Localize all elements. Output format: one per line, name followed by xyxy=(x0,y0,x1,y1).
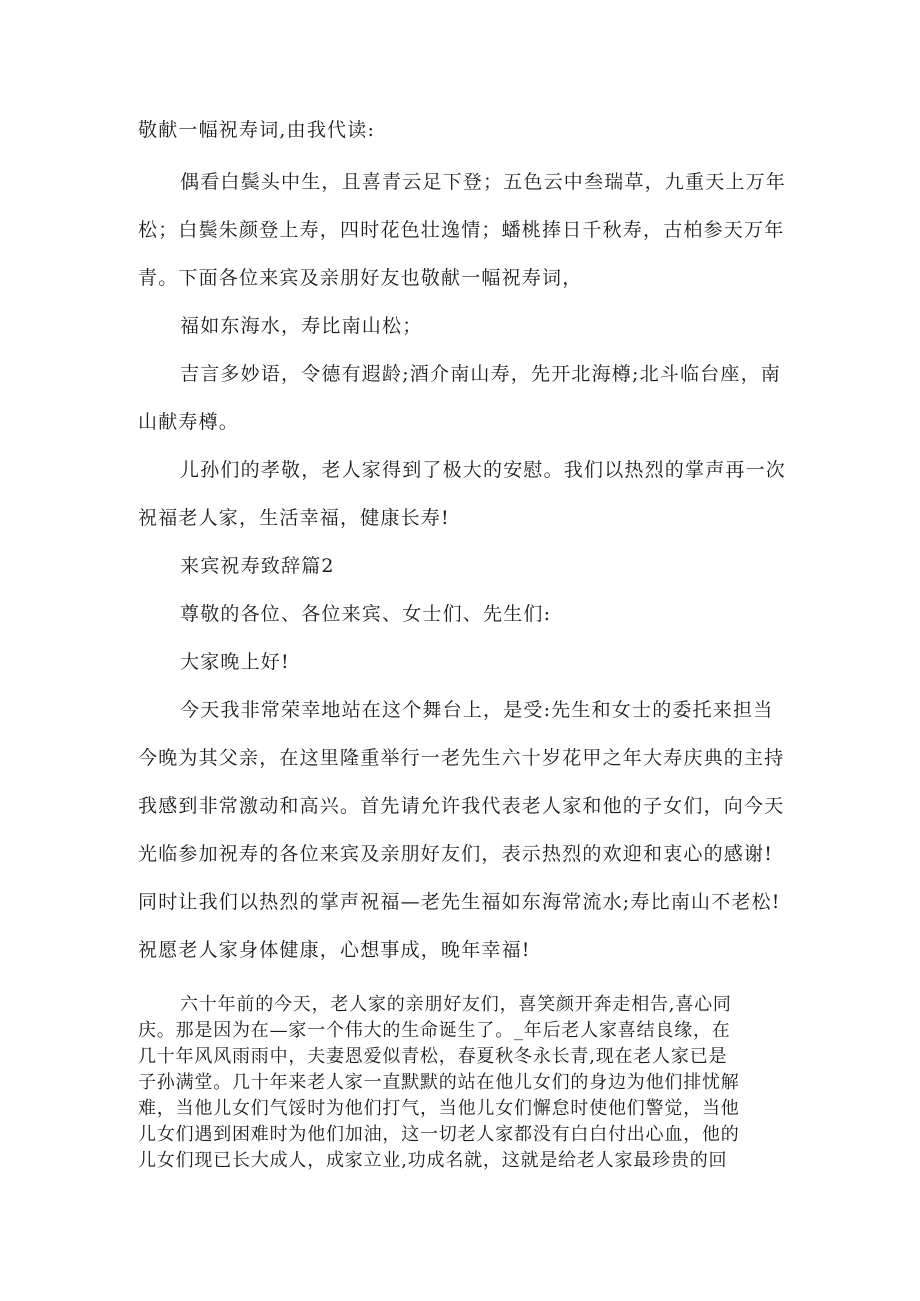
text-line: 祝福老人家，生活幸福，健康长寿! xyxy=(138,507,450,529)
text-line: 吉言多妙语，令德有遐龄;酒介南山寿，先开北海樽;北斗临台座，南 xyxy=(180,363,782,385)
text-line: 子孙满堂。几十年来老人家一直默默的站在他儿女们的身边为他们排忧解 xyxy=(138,1072,740,1093)
text-line: 敬献一幅祝寿词,由我代读: xyxy=(138,119,376,141)
text-line: 儿女们遇到困难时为他们加油，这一切老人家都没有白白付出心血，他的 xyxy=(138,1124,740,1145)
text-line: 六十年前的今天，老人家的亲朋好友们，喜笑颜开奔走相告,喜心同 xyxy=(180,994,732,1015)
text-line: 儿孙们的孝敬，老人家得到了极大的安慰。我们以热烈的掌声再一次 xyxy=(180,459,787,481)
text-line: 难，当他儿女们气馁时为他们打气，当他儿女们懈怠时使他们警觉，当他 xyxy=(138,1098,740,1119)
text-line: 偶看白鬓头中生，且喜青云足下登；五色云中叁瑞草，九重天上万年 xyxy=(180,171,787,193)
text-line: 山献寿樽。 xyxy=(138,411,240,433)
text-line: 儿女们现已长大成人，成家立业,功成名就，这就是给老人家最珍贵的回 xyxy=(138,1150,728,1171)
text-line: 几十年风风雨雨中，夫妻恩爱似青松，春夏秋冬永长青,现在老人家已是 xyxy=(138,1046,728,1067)
text-line: 尊敬的各位、各位来宾、女士们、先生们: xyxy=(180,603,552,625)
text-line: 庆。那是因为在—家一个伟大的生命诞生了。_年后老人家喜结良缘，在 xyxy=(138,1020,731,1041)
text-line: 祝愿老人家身体健康，心想事成，晚年幸福! xyxy=(138,939,531,961)
text-line: 福如东海水，寿比南山松； xyxy=(180,315,423,337)
text-line: 我感到非常激动和高兴。首先请允许我代表老人家和他的子女们，向今天 xyxy=(138,795,785,817)
text-line: 同时让我们以热烈的掌声祝福—老先生福如东海常流水;寿比南山不老松! xyxy=(138,891,781,913)
text-line: 光临参加祝寿的各位来宾及亲朋好友们，表示热烈的欢迎和衷心的感谢! xyxy=(138,843,774,865)
text-line: 大家晚上好! xyxy=(180,651,290,673)
text-line: 青。下面各位来宾及亲朋好友也敬献一幅祝寿词， xyxy=(138,267,583,289)
section-heading: 来宾祝寿致辞篇2 xyxy=(180,555,335,577)
text-line: 松；白鬓朱颜登上寿，四时花色壮逸情；蟠桃捧日千秋寿，古柏参天万年 xyxy=(138,219,785,241)
text-line: 今天我非常荣幸地站在这个舞台上，是受:先生和女士的委托来担当 xyxy=(180,699,774,721)
text-line: 今晚为其父亲，在这里隆重举行一老先生六十岁花甲之年大寿庆典的主持 xyxy=(138,747,785,769)
